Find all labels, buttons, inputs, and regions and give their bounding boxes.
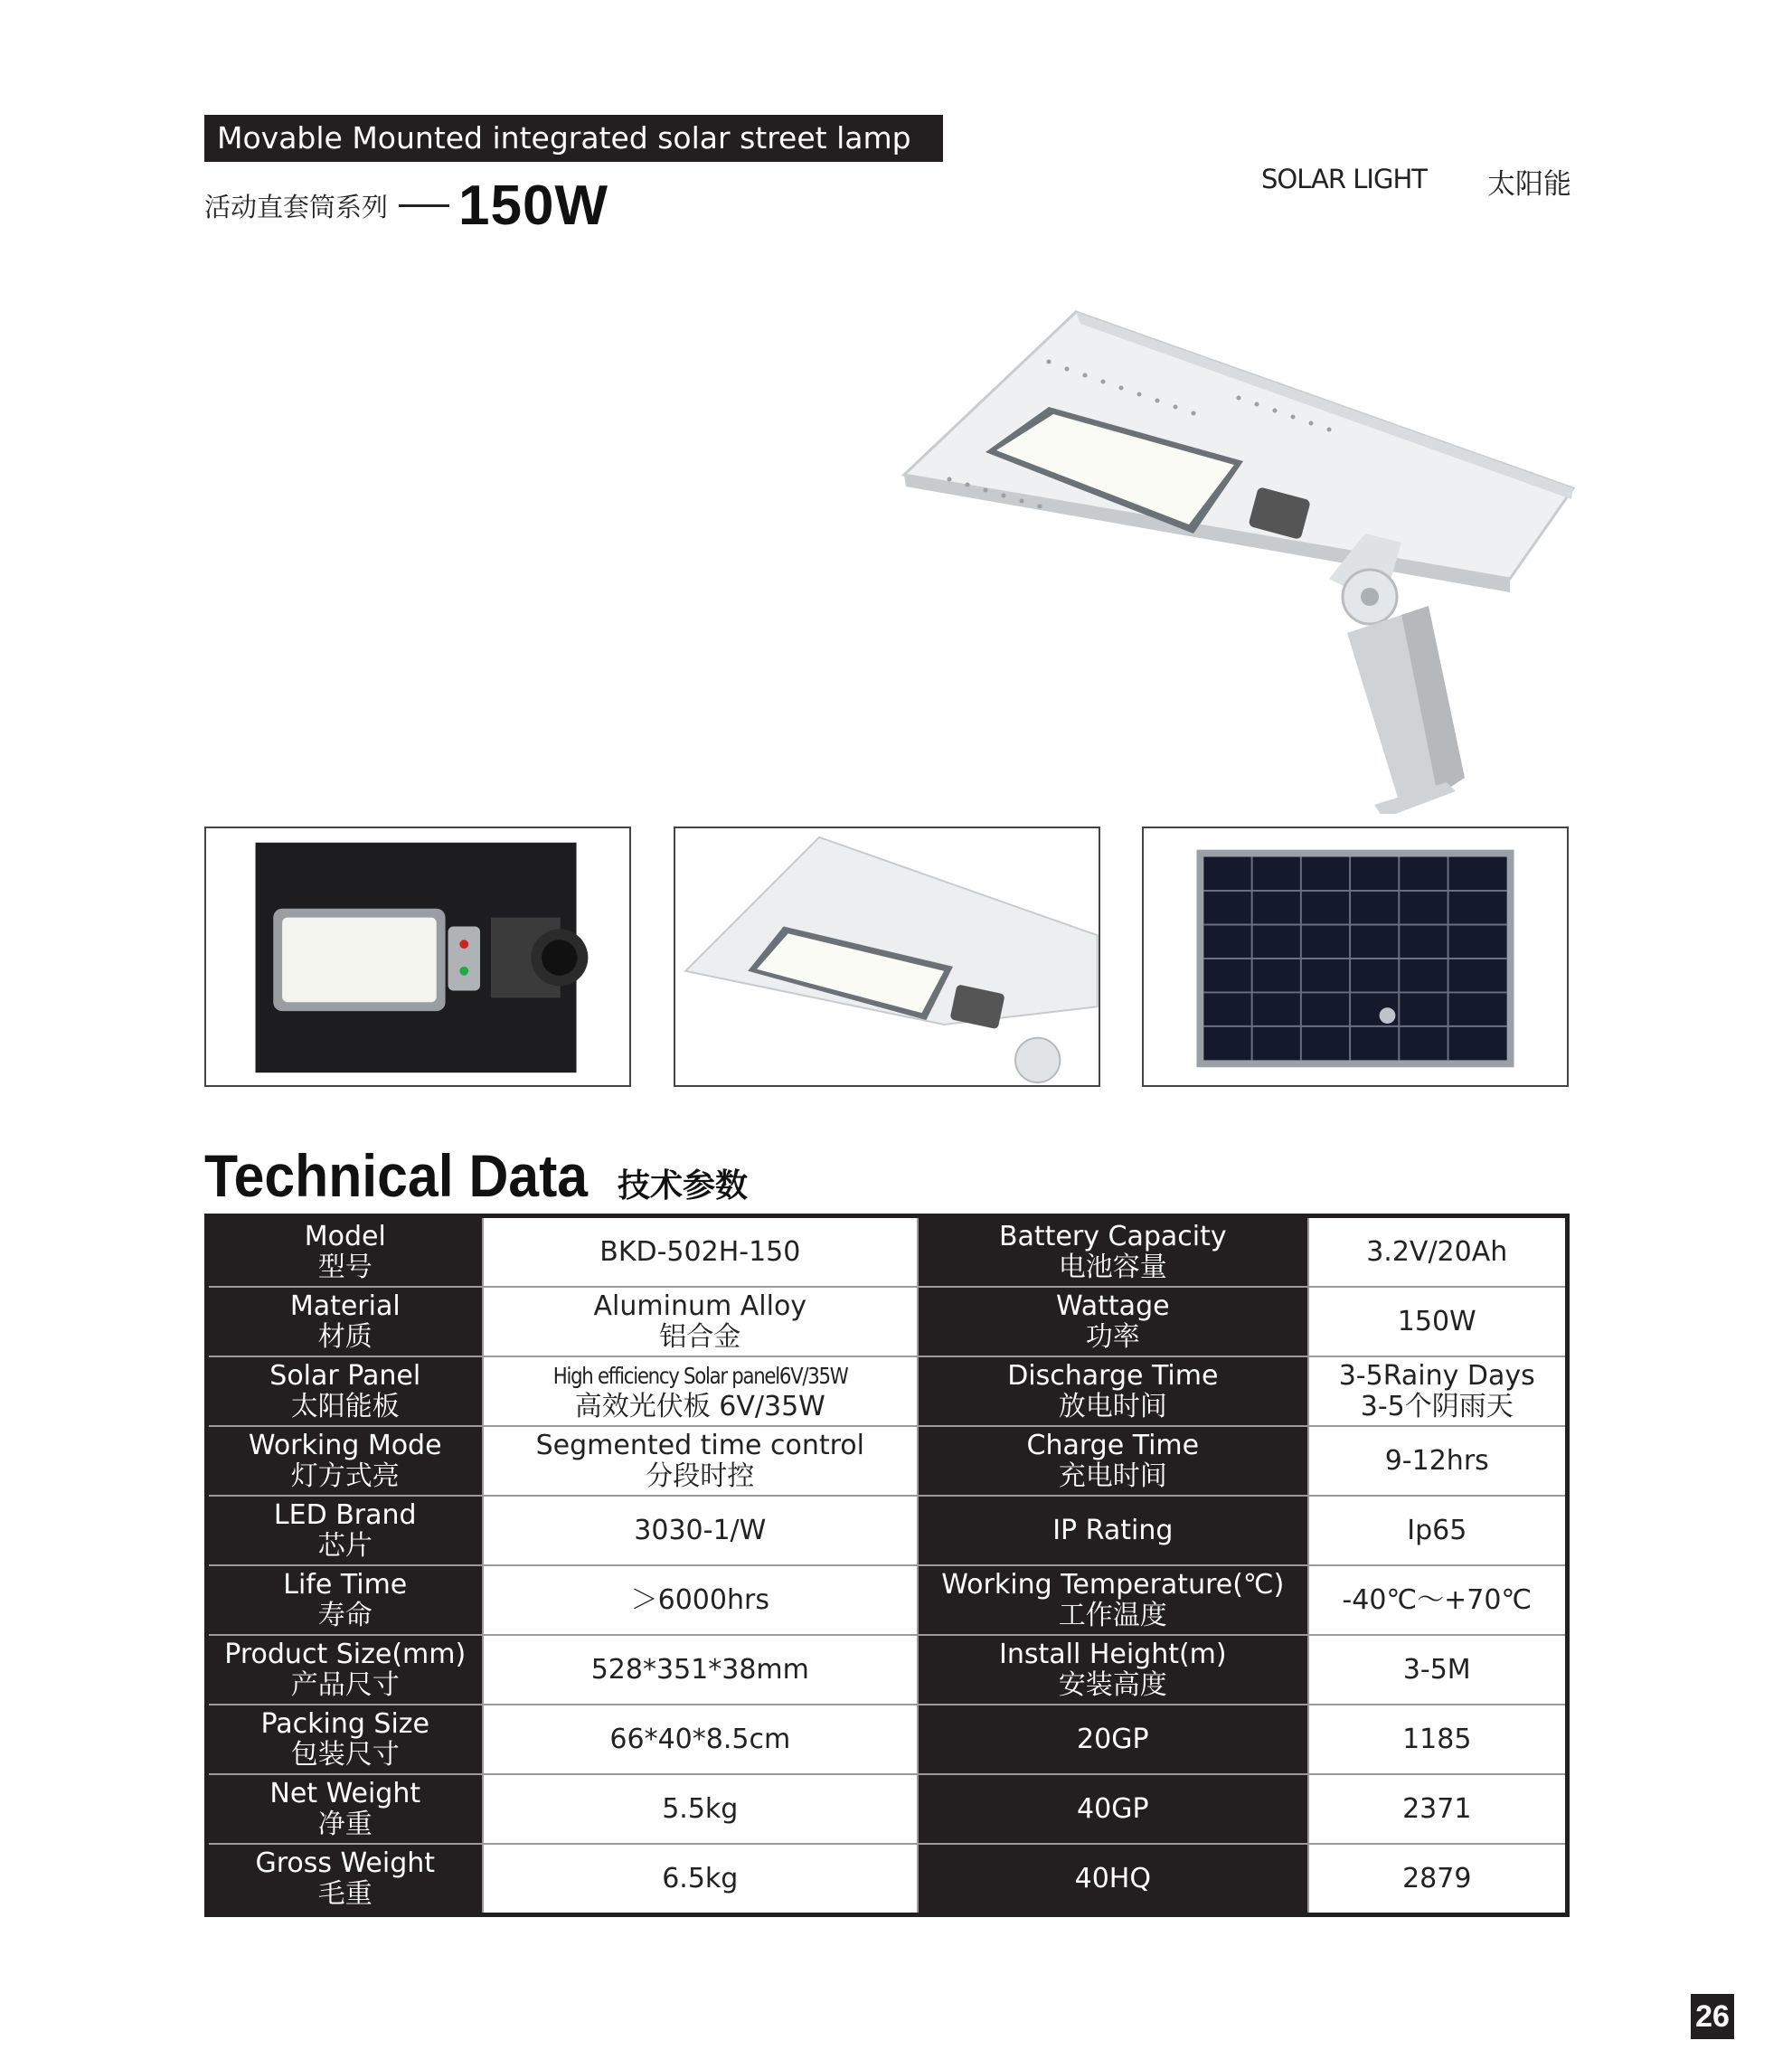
spec-key-cn: 寿命 <box>317 1599 373 1631</box>
spec-key-cn: 材质 <box>317 1320 373 1353</box>
spec-value <box>483 1705 919 1774</box>
spec-value <box>483 1426 919 1496</box>
technical-data-heading <box>204 1141 748 1214</box>
spec-key-en: Product Size(mm) <box>224 1638 467 1670</box>
spec-key-en: Packing Size <box>260 1707 429 1740</box>
spec-value-line: 3-5个阴雨天 <box>1360 1390 1514 1422</box>
spec-key <box>918 1565 1307 1635</box>
wattage-title: 150W <box>458 174 608 237</box>
spec-value-line: 2371 <box>1402 1792 1472 1825</box>
spec-key <box>207 1774 483 1844</box>
spec-key-cn: 电池容量 <box>1058 1251 1167 1283</box>
spec-value-line: Ip65 <box>1407 1514 1467 1546</box>
spec-value <box>1308 1426 1568 1496</box>
spec-row <box>207 1635 1568 1705</box>
spec-key-en: Net Weight <box>269 1777 421 1809</box>
spec-key-cn: 包装尺寸 <box>290 1738 400 1771</box>
spec-value <box>1308 1705 1568 1774</box>
spec-key-cn: 净重 <box>317 1808 373 1840</box>
spec-value-line: BKD-502H-150 <box>599 1235 801 1268</box>
spec-key <box>207 1496 483 1565</box>
spec-key-cn: 灯方式亮 <box>290 1460 400 1492</box>
spec-key-en: LED Brand <box>273 1498 417 1531</box>
spec-value-line: 1185 <box>1402 1723 1472 1755</box>
spec-value <box>1308 1287 1568 1356</box>
spec-key-en: Life Time <box>283 1568 408 1601</box>
spec-value <box>1308 1565 1568 1635</box>
spec-row <box>207 1774 1568 1844</box>
heading-en: Technical Data <box>204 1142 589 1209</box>
spec-row <box>207 1705 1568 1774</box>
spec-row <box>207 1496 1568 1565</box>
spec-key-cn: 产品尺寸 <box>290 1668 400 1701</box>
spec-row <box>207 1844 1568 1915</box>
spec-value-line: 高效光伏板 6V/35W <box>574 1391 825 1422</box>
spec-key-en: Gross Weight <box>255 1847 436 1879</box>
spec-key-cn: 放电时间 <box>1058 1390 1167 1422</box>
spec-key-en: Working Mode <box>248 1429 442 1461</box>
spec-key <box>918 1426 1307 1496</box>
spec-value <box>483 1844 919 1915</box>
series-name: 活动直套筒系列 <box>204 191 389 222</box>
spec-value-line: 528*351*38mm <box>590 1653 809 1686</box>
spec-key <box>207 1287 483 1356</box>
spec-value-line: 9-12hrs <box>1384 1444 1489 1477</box>
spec-key-cn: 型号 <box>317 1251 373 1283</box>
spec-key <box>207 1844 483 1915</box>
spec-key-en: Working Temperature(℃) <box>941 1568 1285 1601</box>
spec-value-line: 分段时控 <box>646 1460 755 1492</box>
spec-row <box>207 1565 1568 1635</box>
spec-key-en: Battery Capacity <box>998 1220 1227 1252</box>
spec-key <box>207 1356 483 1426</box>
spec-value <box>483 1356 919 1426</box>
lamp-underside-icon <box>204 827 631 1087</box>
spec-value <box>483 1287 919 1356</box>
spec-key <box>918 1287 1307 1356</box>
spec-value <box>1308 1356 1568 1426</box>
spec-key-en: Install Height(m) <box>998 1638 1227 1670</box>
spec-table <box>204 1214 1570 1917</box>
spec-key <box>918 1774 1307 1844</box>
spec-value <box>483 1635 919 1705</box>
spec-key <box>918 1635 1307 1705</box>
spec-key-en: Charge Time <box>1026 1429 1200 1461</box>
spec-key-cn: 安装高度 <box>1058 1668 1167 1701</box>
spec-key-en: Discharge Time <box>1007 1359 1219 1392</box>
spec-key-en: Solar Panel <box>269 1359 421 1392</box>
spec-key-en: 40GP <box>1077 1792 1149 1825</box>
spec-value-text: High efficiency Solar panel6V/35W <box>552 1363 848 1389</box>
spec-value <box>1308 1216 1568 1288</box>
spec-value <box>1308 1774 1568 1844</box>
spec-value <box>483 1565 919 1635</box>
spec-key-cn: 太阳能板 <box>290 1390 400 1422</box>
spec-value-line: 66*40*8.5cm <box>609 1723 791 1755</box>
spec-value-line: 5.5kg <box>662 1792 739 1825</box>
spec-row <box>207 1216 1568 1288</box>
spec-key-en: 20GP <box>1077 1723 1149 1755</box>
spec-value <box>483 1774 919 1844</box>
spec-row <box>207 1356 1568 1426</box>
spec-key-cn: 毛重 <box>317 1877 373 1910</box>
subtitle-dash <box>399 204 449 207</box>
spec-value-line: 3-5M <box>1402 1653 1471 1686</box>
solar-street-lamp-icon <box>895 307 1582 814</box>
spec-key-en: IP Rating <box>1052 1514 1174 1546</box>
spec-key <box>918 1844 1307 1915</box>
spec-row <box>207 1426 1568 1496</box>
spec-key-cn: 芯片 <box>317 1529 373 1562</box>
spec-key-en: Material <box>289 1290 401 1322</box>
spec-key-en: Wattage <box>1056 1290 1170 1322</box>
subtitle-row <box>204 174 608 237</box>
spec-key-en: Model <box>304 1220 386 1252</box>
spec-value-line: Segmented time control <box>535 1429 864 1461</box>
spec-key <box>207 1426 483 1496</box>
spec-value-line: 3030-1/W <box>634 1514 767 1546</box>
page-number: 26 <box>1691 1994 1734 2039</box>
category-label-cn: 太阳能 <box>1487 168 1571 201</box>
spec-key <box>207 1635 483 1705</box>
spec-value-line: 2879 <box>1402 1862 1472 1894</box>
spec-value-line: 150W <box>1397 1305 1476 1337</box>
spec-key-cn: 工作温度 <box>1058 1599 1167 1631</box>
spec-value-line: 3-5Rainy Days <box>1338 1359 1535 1392</box>
spec-value <box>1308 1844 1568 1915</box>
spec-key <box>207 1565 483 1635</box>
spec-key <box>207 1705 483 1774</box>
lamp-angled-view-icon <box>674 827 1100 1087</box>
title-banner: Movable Mounted integrated solar street lamp <box>204 115 943 162</box>
spec-key <box>918 1356 1307 1426</box>
spec-key <box>918 1216 1307 1288</box>
spec-value-line: Aluminum Alloy <box>593 1290 807 1322</box>
spec-value-line <box>487 1360 914 1392</box>
solar-panel-icon <box>1142 827 1569 1087</box>
heading-cn: 技术参数 <box>617 1167 748 1204</box>
spec-value <box>483 1216 919 1288</box>
spec-value-line: 铝合金 <box>659 1320 741 1353</box>
spec-key <box>918 1705 1307 1774</box>
spec-key-cn: 功率 <box>1085 1320 1140 1353</box>
spec-value <box>1308 1635 1568 1705</box>
spec-value-line: -40℃～+70℃ <box>1342 1583 1533 1616</box>
spec-value-line: 6.5kg <box>662 1862 739 1894</box>
spec-value-line: 3.2V/20Ah <box>1366 1235 1508 1268</box>
spec-value <box>483 1496 919 1565</box>
spec-key <box>207 1216 483 1288</box>
spec-value-line: ＞6000hrs <box>630 1583 769 1616</box>
spec-value <box>1308 1496 1568 1565</box>
spec-key-en: 40HQ <box>1074 1862 1151 1894</box>
category-label-en: SOLAR LIGHT <box>1261 164 1427 194</box>
spec-row <box>207 1287 1568 1356</box>
spec-key <box>918 1496 1307 1565</box>
spec-key-cn: 充电时间 <box>1058 1460 1167 1492</box>
